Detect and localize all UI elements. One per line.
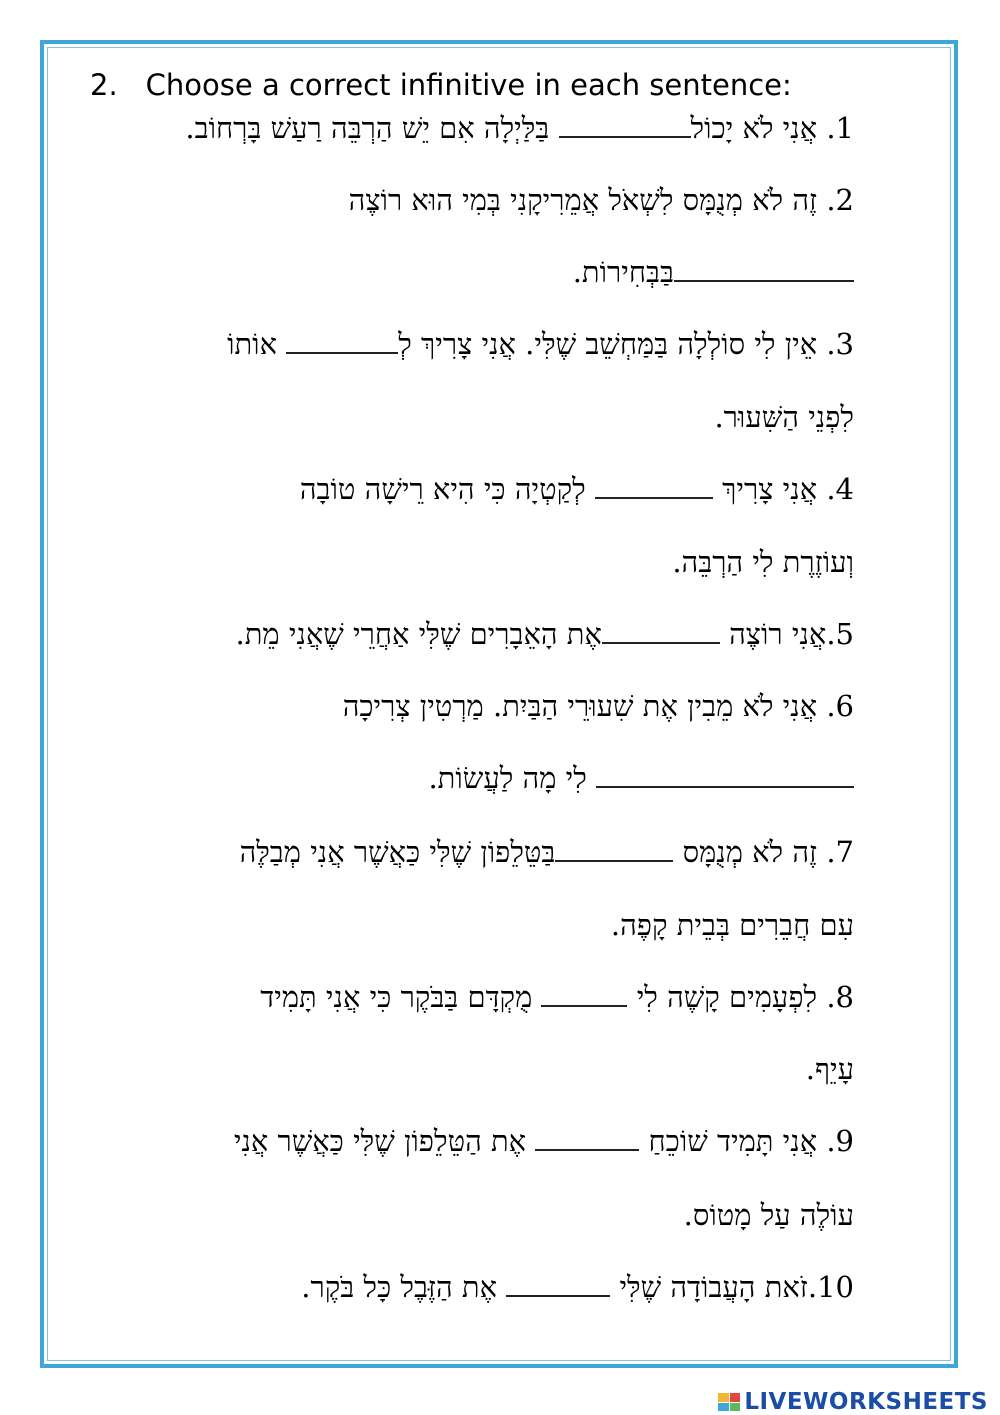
- sentence-9-continued: עוֹלֶה עַל מָטוֹס.: [683, 1198, 854, 1232]
- answer-blank-3[interactable]: [286, 330, 398, 354]
- answer-blank-10[interactable]: [506, 1273, 610, 1297]
- sentence-5: 5.אֲנִי רוֹצֶה אֶת הָאֵבָרִים שֶׁלִּי אַחֲרֵי שֶׁאֲנִי מֵת.: [235, 617, 854, 651]
- answer-blank-7[interactable]: [555, 838, 673, 862]
- brand-name: LIVEWORKSHEETS: [744, 1389, 988, 1415]
- sentence-2: 2. זֶה לֹא מְנֻמָּס לִשְׁאֹל אֲמֵרִיקָנִי בְּמִי הוּא רוֹצֶה: [348, 183, 854, 217]
- exercise-number: 2.: [90, 68, 118, 102]
- liveworksheets-footer: [718, 1389, 988, 1415]
- sentence-8: 8. לִפְעָמִים קָשֶׁה לִי מֻקְדָּם בַּבֹּקֶר כִּי אֲנִי תָּמִיד: [260, 980, 854, 1014]
- sentence-8-continued: עָיֵף.: [805, 1052, 854, 1086]
- sentence-1: 1. אֲנִי לֹא יָכוֹל בַּלַּיְלָה אִם יֵשׁ הַרְבֵּה רַעַשׁ בָּרְחוֹב.: [185, 111, 854, 145]
- sentence-3: 3. אֵין לִי סוֹלְלָה בַּמַּחְשֵׁב שֶׁלִּי. אֲנִי צָרִיךְ לְ אוֹתוֹ: [227, 327, 854, 361]
- answer-blank-9[interactable]: [535, 1127, 639, 1151]
- answer-blank-4[interactable]: [595, 475, 713, 499]
- sentence-3-continued: לִפְנֵי הַשִּׁעוּר.: [714, 400, 854, 434]
- sentence-7-continued: עִם חֲבֵרִים בְּבֵית קָפֶה.: [610, 908, 854, 942]
- sentence-6-continued: לִי מָה לַעֲשׂוֹת.: [72, 753, 854, 803]
- sentence-2-continued: בַּבְּחִירוֹת.: [72, 247, 854, 297]
- sentence-7: 7. זֶה לֹא מְנֻמָּס בַּטֵּלֵפוֹן שֶׁלִּי כַּאֲשֶׁר אֲנִי מְבַלֶּה: [239, 835, 854, 869]
- sentence-4: 4. אֲנִי צָרִיךְ לְקַטְיָה כִּי הִיא רֵישָׁה טוֹבָה: [299, 472, 854, 506]
- answer-blank-5[interactable]: [602, 620, 720, 644]
- sentence-9: 9. אֲנִי תָּמִיד שׁוֹכֵחַ אֶת הַטֵּלֵפוֹן שֶׁלִּי כַּאֲשֶׁר אֲנִי: [233, 1124, 854, 1158]
- answer-blank-2[interactable]: [674, 258, 854, 282]
- answer-blank-1[interactable]: [559, 114, 691, 138]
- sentence-4-continued: וְעוֹזֶרֶת לִי הַרְבֵּה.: [672, 545, 854, 579]
- sentence-6: 6. אֲנִי לֹא מֵבִין אֶת שִׁעוּרֵי הַבַּיִת. מַרְטִין צְרִיכָה: [342, 689, 854, 723]
- answer-blank-8[interactable]: [541, 983, 627, 1007]
- answer-blank-6[interactable]: [596, 764, 854, 788]
- exercise-instruction: Choose a correct infinitive in each sentence:: [145, 68, 792, 102]
- liveworksheets-logo-icon: [718, 1393, 740, 1411]
- sentence-10: 10.זֹאת הָעֲבוֹדָה שֶׁלִּי אֶת הַזֶּבֶל כָּל בֹּקֶר.: [301, 1270, 854, 1304]
